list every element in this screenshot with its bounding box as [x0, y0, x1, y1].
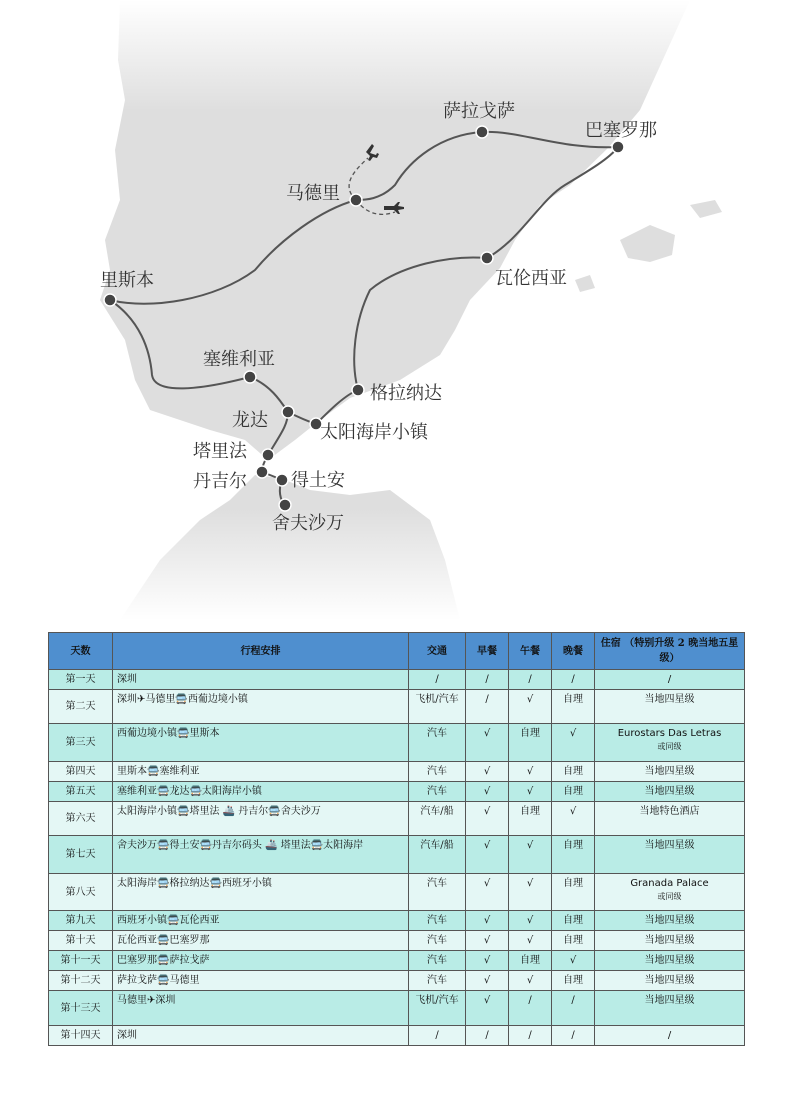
cell-transport	[409, 690, 466, 724]
table-row	[49, 762, 745, 782]
cell-route	[113, 911, 409, 931]
transport-text: 飞机/汽车	[415, 995, 459, 1006]
cell-hotel	[595, 991, 745, 1026]
hotel-text: Eurostars Das Letras	[617, 728, 722, 739]
cell-hotel	[595, 762, 745, 782]
dinner-text: /	[571, 674, 575, 685]
hotel-sub-text: 或同级	[657, 742, 682, 751]
dinner-text: 自理	[563, 786, 583, 797]
dinner-text: 自理	[563, 915, 583, 926]
city-label-tetouan: 得土安	[291, 470, 345, 491]
table-row	[49, 802, 745, 836]
cell-transport	[409, 836, 466, 874]
cell-transport	[409, 724, 466, 762]
cell-day	[49, 1026, 113, 1046]
hotel-text: 当地四星级	[644, 995, 695, 1006]
cell-dinner	[552, 762, 595, 782]
breakfast-text: √	[483, 935, 491, 946]
day-text: 第九天	[65, 915, 96, 926]
cell-dinner	[552, 991, 595, 1026]
city-label-tangier: 丹吉尔	[193, 471, 247, 492]
breakfast-text: /	[485, 1030, 489, 1041]
route-text: 塞维利亚🚍龙达🚍太阳海岸小镇	[117, 786, 262, 797]
city-label-ronda: 龙达	[232, 410, 268, 431]
cell-day	[49, 991, 113, 1026]
day-text: 第十二天	[60, 975, 101, 986]
cell-route	[113, 931, 409, 951]
route-text: 西班牙小镇🚍瓦伦西亚	[117, 915, 220, 926]
breakfast-text: √	[483, 766, 491, 777]
cell-transport	[409, 874, 466, 911]
table-row	[49, 971, 745, 991]
hotel-text: /	[667, 674, 672, 685]
city-label-chefchaouen: 舍夫沙万	[272, 513, 344, 534]
city-label-barcelona: 巴塞罗那	[585, 120, 657, 141]
table-row	[49, 931, 745, 951]
breakfast-text: √	[483, 995, 491, 1006]
lunch-text: √	[526, 975, 534, 986]
header-hotel: 住宿 （特别升级 2 晚当地五星级）	[595, 633, 745, 670]
cell-breakfast	[466, 911, 509, 931]
cell-lunch	[509, 1026, 552, 1046]
cell-route	[113, 991, 409, 1026]
cell-transport	[409, 762, 466, 782]
table-row	[49, 911, 745, 931]
cell-lunch	[509, 911, 552, 931]
cell-lunch	[509, 836, 552, 874]
cell-hotel	[595, 690, 745, 724]
city-label-costa: 太阳海岸小镇	[320, 422, 428, 443]
city-label-valencia: 瓦伦西亚	[495, 268, 567, 289]
table-row	[49, 724, 745, 762]
cell-route	[113, 836, 409, 874]
cell-day	[49, 670, 113, 690]
marker-tarifa	[262, 449, 274, 461]
header-lunch: 午餐	[509, 633, 552, 670]
cell-dinner	[552, 670, 595, 690]
cell-lunch	[509, 874, 552, 911]
hotel-text: /	[667, 1030, 672, 1041]
cell-transport	[409, 802, 466, 836]
day-text: 第十四天	[60, 1030, 101, 1041]
table-row	[49, 951, 745, 971]
hotel-text: 当地四星级	[644, 766, 695, 777]
dinner-text: 自理	[563, 694, 583, 705]
cell-transport	[409, 931, 466, 951]
hotel-text: 当地四星级	[644, 975, 695, 986]
cell-hotel	[595, 951, 745, 971]
breakfast-text: √	[483, 955, 491, 966]
hotel-text: 当地四星级	[644, 694, 695, 705]
cell-lunch	[509, 802, 552, 836]
dinner-text: /	[571, 995, 575, 1006]
cell-dinner	[552, 782, 595, 802]
lunch-text: √	[526, 694, 534, 705]
table-row	[49, 670, 745, 690]
day-text: 第二天	[65, 701, 96, 712]
transport-text: 汽车	[427, 766, 447, 777]
hotel-text: 当地四星级	[644, 786, 695, 797]
cell-hotel	[595, 670, 745, 690]
breakfast-text: √	[483, 975, 491, 986]
cell-hotel	[595, 874, 745, 911]
marker-valencia	[481, 252, 493, 264]
transport-text: 汽车	[427, 915, 447, 926]
dinner-text: 自理	[563, 975, 583, 986]
dinner-text: √	[569, 806, 577, 817]
cell-breakfast	[466, 762, 509, 782]
cell-route	[113, 1026, 409, 1046]
cell-transport	[409, 782, 466, 802]
lunch-text: √	[526, 840, 534, 851]
cell-hotel	[595, 931, 745, 951]
route-text: 萨拉戈萨🚍马德里	[117, 975, 200, 986]
city-label-lisbon: 里斯本	[100, 270, 154, 291]
cell-route	[113, 762, 409, 782]
cell-hotel	[595, 724, 745, 762]
lunch-text: /	[528, 674, 532, 685]
lunch-text: /	[528, 1030, 532, 1041]
cell-hotel	[595, 782, 745, 802]
cell-breakfast	[466, 971, 509, 991]
cell-dinner	[552, 836, 595, 874]
cell-route	[113, 951, 409, 971]
day-text: 第四天	[65, 766, 96, 777]
cell-transport	[409, 951, 466, 971]
marker-tangier	[256, 466, 268, 478]
cell-day	[49, 874, 113, 911]
transport-text: /	[435, 674, 439, 685]
day-text: 第十天	[65, 935, 96, 946]
dinner-text: √	[569, 955, 577, 966]
marker-ronda	[282, 406, 294, 418]
cell-route	[113, 971, 409, 991]
day-text: 第十三天	[60, 1002, 101, 1014]
cell-route	[113, 670, 409, 690]
lunch-text: 自理	[520, 728, 540, 739]
day-text: 第六天	[65, 813, 96, 824]
hotel-text: 当地特色酒店	[639, 806, 700, 817]
cell-breakfast	[466, 802, 509, 836]
marker-madrid	[350, 194, 362, 206]
cell-day	[49, 971, 113, 991]
cell-dinner	[552, 724, 595, 762]
cell-hotel	[595, 802, 745, 836]
cell-breakfast	[466, 1026, 509, 1046]
marker-granada	[352, 384, 364, 396]
cell-lunch	[509, 951, 552, 971]
cell-breakfast	[466, 991, 509, 1026]
cell-transport	[409, 1026, 466, 1046]
cell-day	[49, 931, 113, 951]
cell-hotel	[595, 971, 745, 991]
cell-dinner	[552, 874, 595, 911]
day-text: 第八天	[65, 886, 96, 898]
cell-breakfast	[466, 931, 509, 951]
route-text: 瓦伦西亚🚍巴塞罗那	[117, 935, 210, 946]
day-text: 第三天	[65, 737, 96, 748]
route-text: 深圳	[117, 674, 137, 685]
dinner-text: 自理	[563, 766, 583, 777]
route-text: 马德里✈深圳	[117, 995, 176, 1006]
cell-transport	[409, 991, 466, 1026]
hotel-text: 当地四星级	[644, 840, 695, 851]
cell-hotel	[595, 1026, 745, 1046]
dinner-text: 自理	[563, 935, 583, 946]
header-dinner: 晚餐	[552, 633, 595, 670]
cell-route	[113, 724, 409, 762]
cell-breakfast	[466, 690, 509, 724]
cell-lunch	[509, 690, 552, 724]
cell-lunch	[509, 762, 552, 782]
route-text: 太阳海岸🚍格拉纳达🚍西班牙小镇	[117, 878, 272, 889]
dinner-text: 自理	[563, 840, 583, 851]
cell-lunch	[509, 782, 552, 802]
breakfast-text: /	[485, 694, 489, 705]
transport-text: 汽车	[427, 728, 447, 739]
itinerary-table	[48, 632, 745, 1046]
cell-day	[49, 690, 113, 724]
header-transport: 交通	[409, 633, 466, 670]
day-text: 第五天	[65, 786, 96, 797]
marker-seville	[244, 371, 256, 383]
transport-text: 汽车	[427, 975, 447, 986]
cell-route	[113, 690, 409, 724]
breakfast-text: √	[483, 915, 491, 926]
route-text: 深圳	[117, 1030, 137, 1041]
day-text: 第一天	[65, 674, 96, 685]
cell-day	[49, 951, 113, 971]
city-label-granada: 格拉纳达	[370, 383, 442, 404]
transport-text: 飞机/汽车	[415, 694, 459, 705]
lunch-text: 自理	[520, 955, 540, 966]
table-row	[49, 991, 745, 1026]
city-label-seville: 塞维利亚	[203, 349, 275, 370]
cell-dinner	[552, 802, 595, 836]
cell-day	[49, 782, 113, 802]
cell-breakfast	[466, 874, 509, 911]
route-text: 巴塞罗那🚍萨拉戈萨	[117, 955, 210, 966]
cell-transport	[409, 971, 466, 991]
transport-text: 汽车/船	[420, 806, 454, 817]
cell-hotel	[595, 911, 745, 931]
breakfast-text: √	[483, 840, 491, 851]
transport-text: /	[435, 1030, 439, 1041]
transport-text: 汽车	[427, 786, 447, 797]
header-day: 天数	[49, 633, 113, 670]
cell-lunch	[509, 724, 552, 762]
lunch-text: √	[526, 935, 534, 946]
transport-text: 汽车/船	[420, 840, 454, 851]
lunch-text: √	[526, 915, 534, 926]
marker-lisbon	[104, 294, 116, 306]
breakfast-text: √	[483, 878, 491, 889]
transport-text: 汽车	[427, 935, 447, 946]
cell-day	[49, 836, 113, 874]
route-text: 西葡边境小镇🚍里斯本	[117, 728, 220, 739]
cell-breakfast	[466, 836, 509, 874]
breakfast-text: /	[485, 674, 489, 685]
cell-breakfast	[466, 670, 509, 690]
route-text: 太阳海岸小镇🚍塔里法 🚢 丹吉尔🚍舍夫沙万	[117, 806, 321, 817]
dinner-text: 自理	[563, 878, 583, 889]
breakfast-text: √	[483, 786, 491, 797]
transport-text: 汽车	[427, 955, 447, 966]
day-text: 第七天	[65, 849, 96, 860]
cell-day	[49, 802, 113, 836]
day-text: 第十一天	[60, 955, 101, 966]
table-row	[49, 874, 745, 911]
lunch-text: /	[528, 995, 532, 1006]
header-breakfast: 早餐	[466, 633, 509, 670]
cell-dinner	[552, 951, 595, 971]
cell-lunch	[509, 931, 552, 951]
header-route: 行程安排	[113, 633, 409, 670]
hotel-text: Granada Palace	[630, 878, 709, 889]
dinner-text: /	[571, 1030, 575, 1041]
route-text: 舍夫沙万🚍得土安🚍丹吉尔码头 🚢 塔里法🚍太阳海岸	[117, 840, 364, 851]
table-row	[49, 836, 745, 874]
cell-route	[113, 782, 409, 802]
city-label-madrid: 马德里	[286, 183, 340, 204]
table-header-row	[49, 633, 745, 670]
table-row	[49, 1026, 745, 1046]
cell-day	[49, 724, 113, 762]
cell-lunch	[509, 670, 552, 690]
cell-lunch	[509, 971, 552, 991]
marker-tetouan	[276, 474, 288, 486]
hotel-text: 当地四星级	[644, 915, 695, 926]
lunch-text: 自理	[520, 806, 540, 817]
cell-dinner	[552, 690, 595, 724]
cell-dinner	[552, 971, 595, 991]
cell-breakfast	[466, 724, 509, 762]
lunch-text: √	[526, 878, 534, 889]
breakfast-text: √	[483, 806, 491, 817]
cell-breakfast	[466, 951, 509, 971]
route-text: 里斯本🚍塞维利亚	[117, 766, 200, 777]
table-row	[49, 782, 745, 802]
lunch-text: √	[526, 786, 534, 797]
cell-dinner	[552, 1026, 595, 1046]
cell-breakfast	[466, 782, 509, 802]
cell-dinner	[552, 931, 595, 951]
table-row	[49, 690, 745, 724]
cell-dinner	[552, 911, 595, 931]
transport-text: 汽车	[427, 878, 447, 889]
city-label-tarifa: 塔里法	[193, 441, 247, 462]
cell-hotel	[595, 836, 745, 874]
city-label-zaragoza: 萨拉戈萨	[443, 101, 515, 122]
marker-zaragoza	[476, 126, 488, 138]
marker-barcelona	[612, 141, 624, 153]
lunch-text: √	[526, 766, 534, 777]
breakfast-text: √	[483, 728, 491, 739]
cell-day	[49, 762, 113, 782]
cell-route	[113, 874, 409, 911]
hotel-text: 当地四星级	[644, 935, 695, 946]
hotel-sub-text: 或同级	[657, 892, 682, 901]
dinner-text: √	[569, 728, 577, 739]
cell-route	[113, 802, 409, 836]
route-text: 深圳✈马德里🚍西葡边境小镇	[117, 694, 248, 705]
marker-chefchaouen	[279, 499, 291, 511]
cell-transport	[409, 911, 466, 931]
cell-transport	[409, 670, 466, 690]
hotel-text: 当地四星级	[644, 955, 695, 966]
cell-day	[49, 911, 113, 931]
cell-lunch	[509, 991, 552, 1026]
